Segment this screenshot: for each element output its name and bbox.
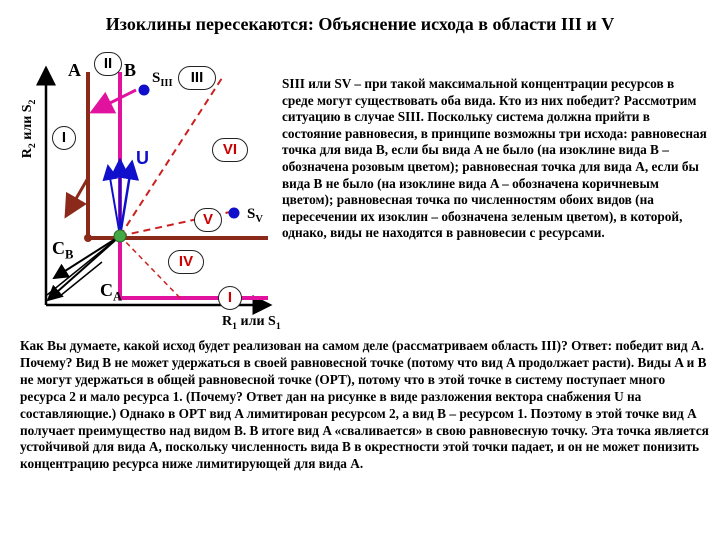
label-s3: $S_{III}$ [152,70,173,89]
arrow-a-equilibrium [66,178,88,216]
discussion-text [20,338,712,473]
label-u: U [136,148,149,168]
label-sv: $S_V$ [247,206,263,225]
arrow-b-equilibrium [92,90,136,112]
paragraph-answer: Почему? Вид B не может удержаться в своей равновесной точке (потому что вид A продолжает расти). Виды A и B не могут удержаться в общей равновесной точке (ОРТ), потому что в этой точке в систему поступает много ресурса 2 и мало ресурса 1. (Почему? Ответ дан на рисунке в виде разложения вектора снабжения U на составляющие.) Однако в ОРТ вид A лимитирован ресурсом 2, а вид B – ресурсом 1. Поэтому в этой точке вид A получает преимущество над видом B. В итоге вид A «сваливается» в свою равновесную точку. Эта точка является устойчивой для вида A, поскольку численность вида B в окрестности этой точки падает, и он не может понизить концентрацию ресурса ниже лимитирующей для вида A. [20,354,709,472]
region-vi: VI [212,138,248,162]
paragraph-question: Как Вы думаете, какой исход будет реализован на самом деле (рассматриваем область III)? Ответ: победит вид A. [20,338,704,353]
page-title: Изоклины пересекаются: Объяснение исхода в области III и V [105,14,615,34]
y-axis-label: $R_2$ или $S_2$ [20,99,38,159]
point-sv [229,208,240,219]
point-s3 [139,85,150,96]
label-cb: $C_B$ [52,238,74,262]
point-a-eq [84,234,92,242]
explanation-text: SIII или SV – при такой максимальной концентрации ресурсов в среде могут существовать оба вида. Кто из них победит? Рассмотрим ситуацию в случае SIII. Поскольку система должна прийти в состояние равновесия, в принципе возможны три исхода: равновесная точка для вида B, если бы вида A не было (на изоклине вида B – обозначена розовым цветом); равновесная точка для вида A, если бы вида B не было (на изоклине вида A – обозначена коричневым цветом); равновесная точка по численностям обоих видов (на пересечении их изоклин – обозначена зеленым цветом), в которой, однако, виды не находятся в равновесии с ресурсами. [282,76,707,241]
label-a: A [68,60,81,80]
region-iii: III [178,66,216,90]
x-axis-label: $R_1$ или $S_1$ [222,314,281,332]
region-ii: II [94,52,122,76]
region-i-bottom: I [218,286,242,310]
region-i-top: I [52,126,76,150]
label-ca: $C_A$ [100,280,123,304]
region-v: V [194,208,222,232]
point-equilibrium [114,230,126,242]
region-iv: IV [168,250,204,274]
label-b: B [124,60,137,80]
